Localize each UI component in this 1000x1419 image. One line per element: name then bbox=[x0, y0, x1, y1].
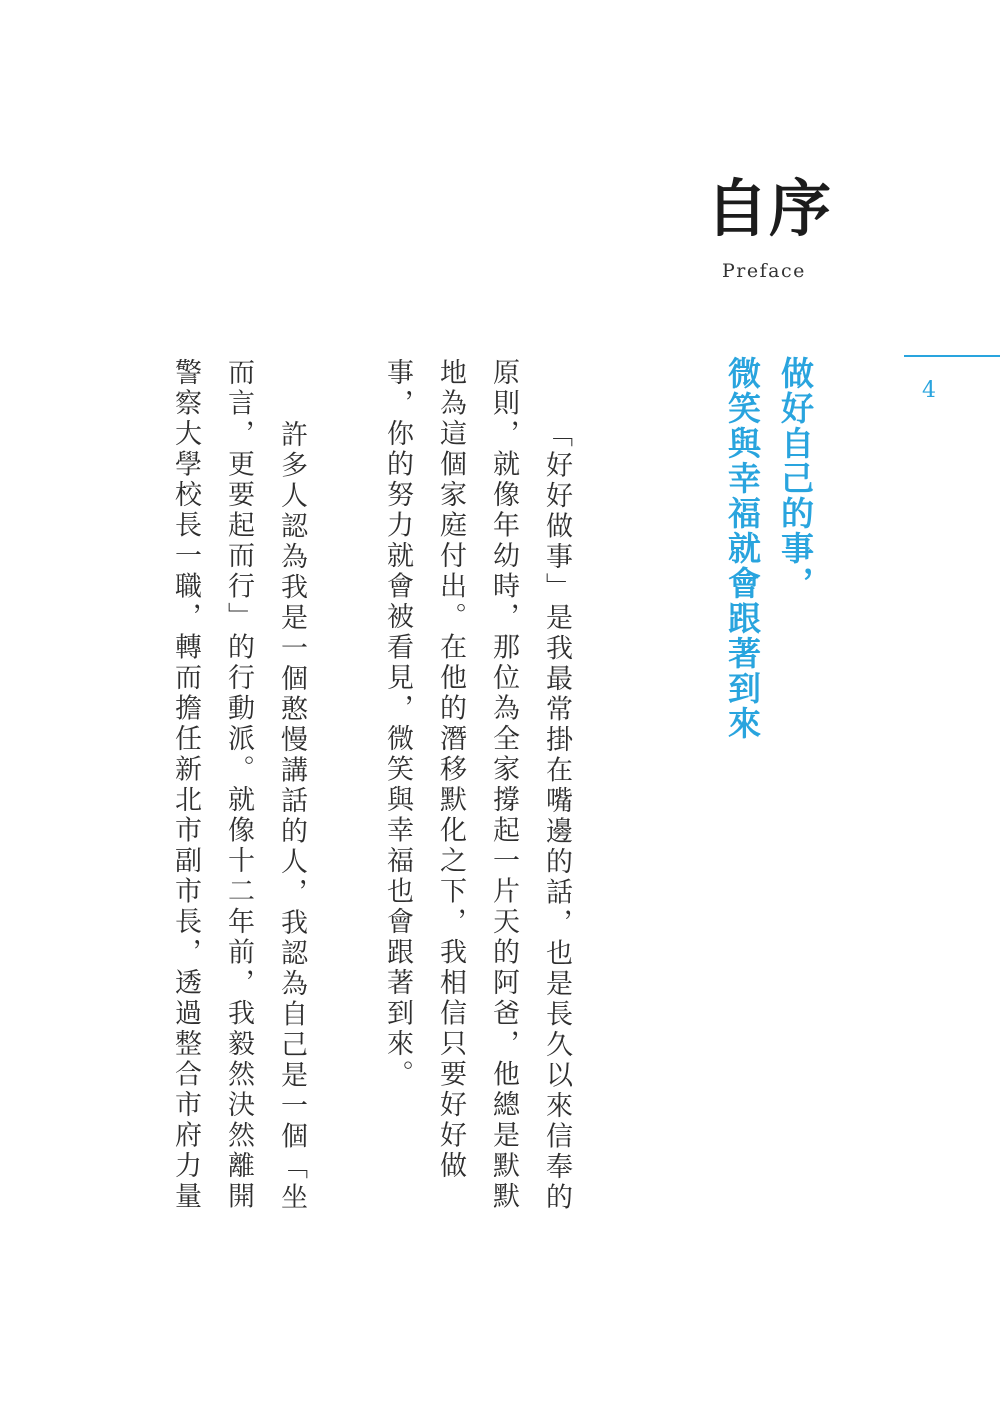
body-line-6: 而言，更要起而行」的行動派。就像十二年前，我毅然決然離開 bbox=[223, 358, 254, 1212]
body-line-5: 許多人認為我是一個憨慢講話的人，我認為自己是一個「坐 bbox=[276, 420, 307, 1213]
body-line-1: 「好好做事」是我最常掛在嘴邊的話，也是長久以來信奉的 bbox=[541, 420, 572, 1213]
page-title: 自序 bbox=[706, 172, 833, 245]
heading-line-1: 做好自己的事， bbox=[776, 356, 815, 601]
body-line-4: 事，你的努力就會被看見，微笑與幸福也會跟著到來。 bbox=[382, 358, 413, 1090]
page-subtitle: Preface bbox=[722, 260, 806, 282]
page-number: 4 bbox=[922, 378, 936, 403]
body-line-7: 警察大學校長一職，轉而擔任新北市副市長，透過整合市府力量 bbox=[170, 358, 201, 1212]
body-line-3: 地為這個家庭付出。在他的潛移默化之下，我相信只要好好做 bbox=[435, 358, 466, 1182]
page-number-rule bbox=[904, 355, 1000, 357]
body-line-2: 原則，就像年幼時，那位為全家撐起一片天的阿爸，他總是默默 bbox=[488, 358, 519, 1212]
heading-line-2: 微笑與幸福就會跟著到來 bbox=[723, 356, 762, 741]
